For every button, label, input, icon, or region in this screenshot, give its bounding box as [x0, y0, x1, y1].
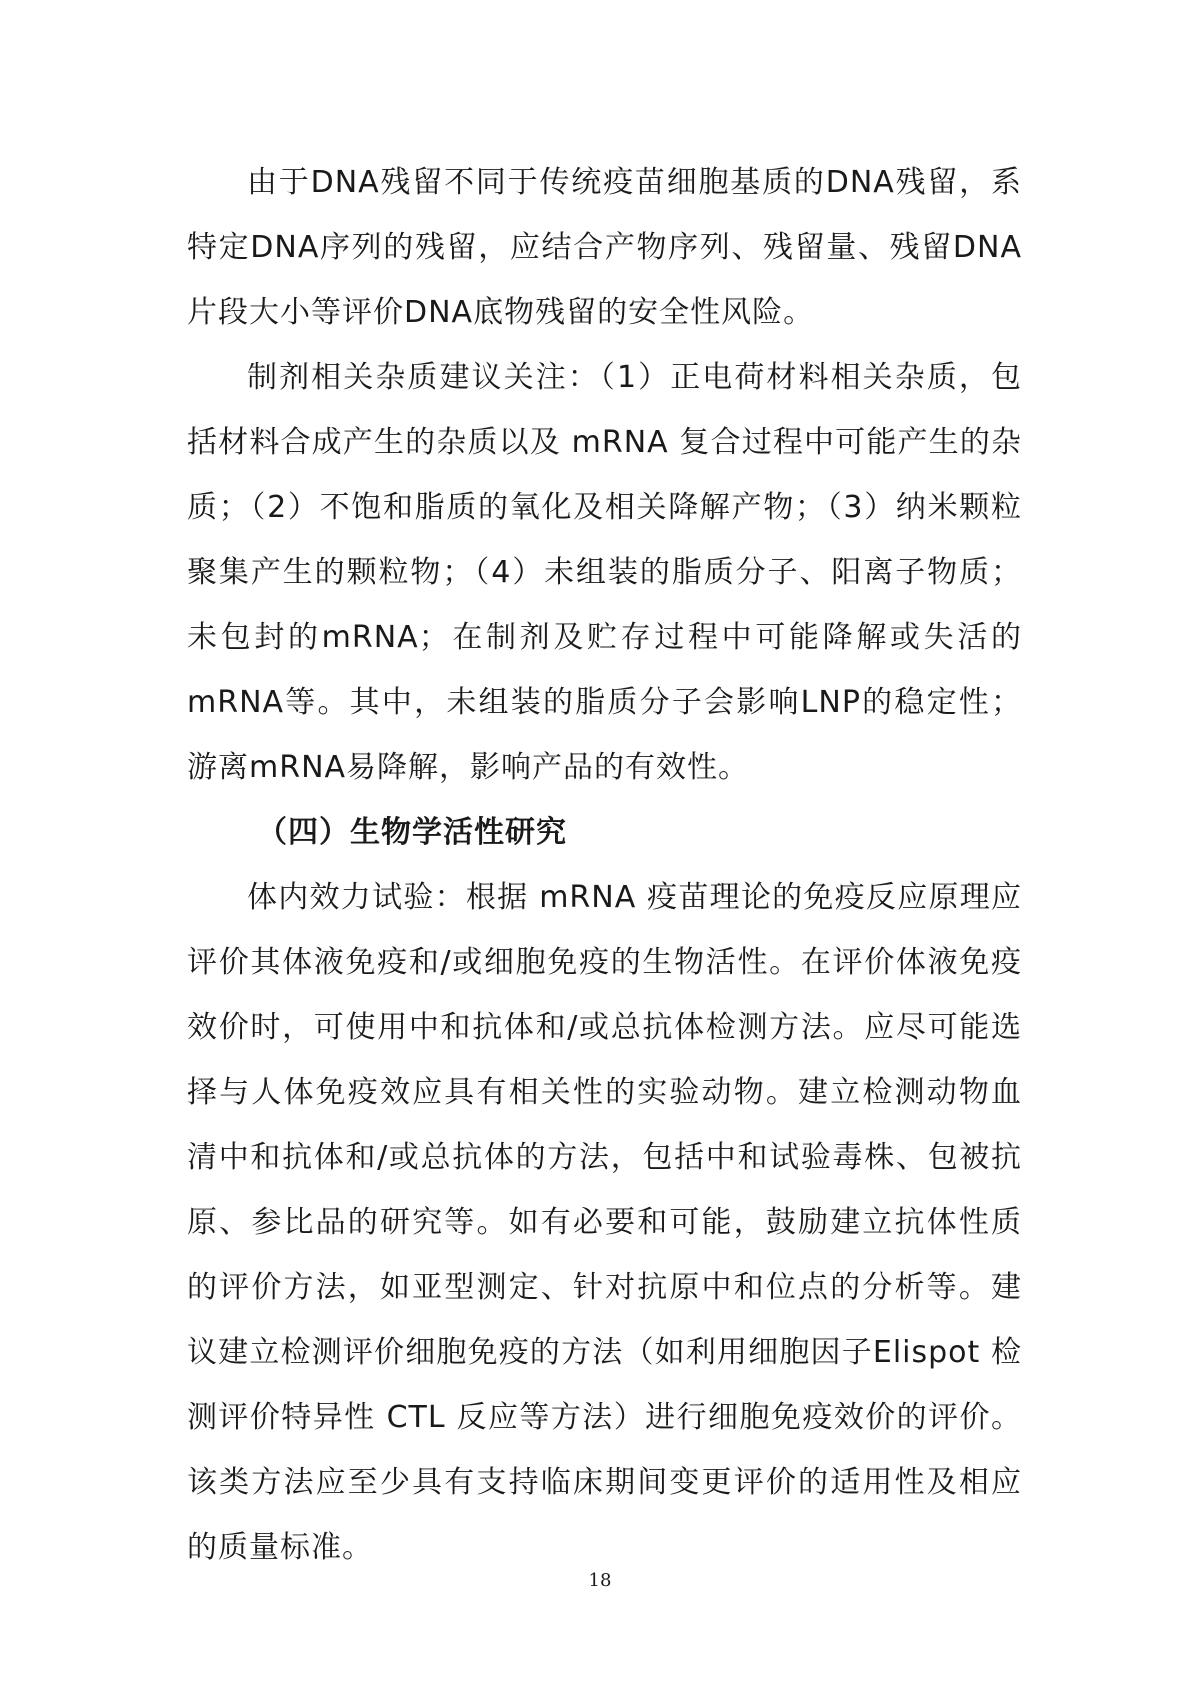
page-number: 18: [588, 1570, 612, 1591]
paragraph-formulation-impurities: 制剂相关杂质建议关注：（1）正电荷材料相关杂质，包括材料合成产生的杂质以及 mRNA 复合过程中可能产生的杂质；（2）不饱和脂质的氧化及相关降解产物；（3）纳米颗粒聚集产生的颗粒物；（4）未组装的脂质分子、阳离子物质；未包封的mRNA；在制剂及贮存过程中可能降解或失活的mRNA等。其中，未组装的脂质分子会影响LNP的稳定性；游离mRNA易降解，影响产品的有效性。: [187, 360, 1022, 785]
page-body: [187, 150, 1022, 1580]
paragraph-in-vivo-potency: 体内效力试验：根据 mRNA 疫苗理论的免疫反应原理应评价其体液免疫和/或细胞免疫的生物活性。在评价体液免疫效价时，可使用中和抗体和/或总抗体检测方法。应尽可能选择与人体免疫效应具有相关性的实验动物。建立检测动物血清中和抗体和/或总抗体的方法，包括中和试验毒株、包被抗原、参比品的研究等。如有必要和可能，鼓励建立抗体性质的评价方法，如亚型测定、针对抗原中和位点的分析等。建议建立检测评价细胞免疫的方法（如利用细胞因子Elispot 检测评价特异性 CTL 反应等方法）进行细胞免疫效价的评价。该类方法应至少具有支持临床期间变更评价的适用性及相应的质量标准。: [187, 880, 1022, 1565]
section-heading: （四）生物学活性研究: [257, 815, 567, 850]
paragraph-dna-residue: 由于DNA残留不同于传统疫苗细胞基质的DNA残留，系特定DNA序列的残留，应结合产物序列、残留量、残留DNA片段大小等评价DNA底物残留的安全性风险。: [187, 165, 1022, 330]
